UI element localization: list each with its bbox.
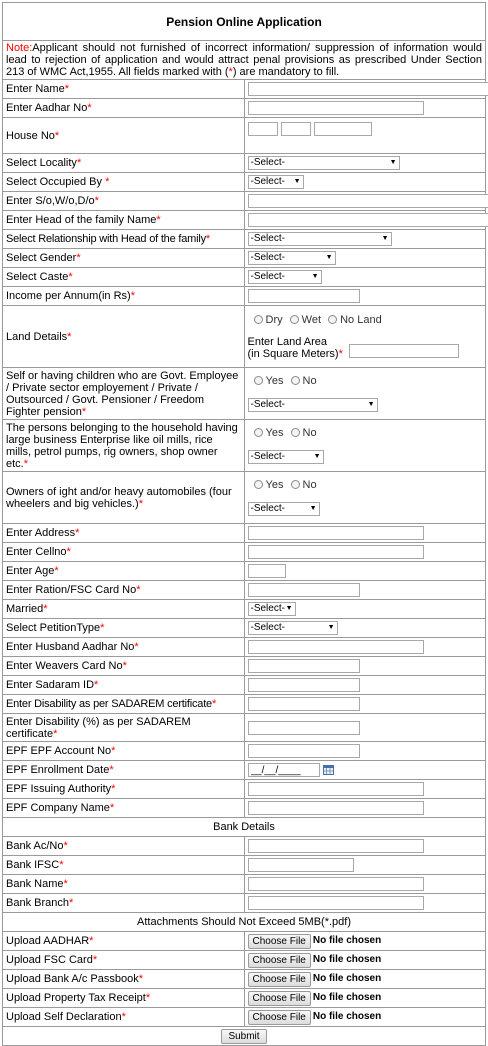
label-vehicles <box>3 472 245 524</box>
select-value: -Select- <box>251 176 285 187</box>
label-address <box>3 524 245 543</box>
business-select[interactable] <box>248 450 324 464</box>
required-marker: * <box>93 954 97 966</box>
required-marker: * <box>68 271 72 283</box>
dropdown-arrow-icon: ▼ <box>328 622 335 634</box>
house-no-part-1-input[interactable] <box>248 122 278 136</box>
aadhar-input[interactable] <box>248 101 424 115</box>
vehicles-radios <box>248 479 483 491</box>
required-marker: * <box>43 603 47 615</box>
land-area-label <box>248 336 343 360</box>
label-disability <box>3 695 245 714</box>
label-text: Enter S/o,W/o,D/o <box>6 195 95 207</box>
note-label: Note: <box>6 42 32 54</box>
required-marker: * <box>123 660 127 672</box>
label-house <box>3 118 245 154</box>
business-no-radio[interactable] <box>291 428 300 437</box>
govt-no-radio[interactable] <box>291 376 300 385</box>
husband-aadhar-input[interactable] <box>248 640 424 654</box>
label-text: Select Occupied By <box>6 176 105 188</box>
label-text: Upload Bank A/c Passbook <box>6 973 139 985</box>
dropdown-arrow-icon: ▼ <box>312 271 319 283</box>
label-petition <box>3 619 245 638</box>
required-marker: * <box>136 584 140 596</box>
label-cell <box>3 543 245 562</box>
epf-authority-input[interactable] <box>248 782 424 796</box>
swd-input[interactable] <box>248 194 488 208</box>
required-marker: * <box>67 331 71 343</box>
required-marker: * <box>69 897 73 909</box>
select-value: -Select- <box>251 157 285 168</box>
radio-label: No <box>303 427 317 439</box>
label-disability-pct <box>3 714 245 742</box>
select-value: -Select- <box>251 451 285 462</box>
radio-label: Yes <box>266 479 284 491</box>
label-text: Married <box>6 603 43 615</box>
label-text: Enter Husband Aadhar No <box>6 641 134 653</box>
label-text: Land Details <box>6 331 67 343</box>
age-input[interactable] <box>248 564 286 578</box>
label-text: EPF EPF Account No <box>6 745 111 757</box>
select-value: -Select- <box>251 399 285 410</box>
page-title: Pension Online Application <box>3 3 486 41</box>
label-locality <box>3 154 245 173</box>
label-sadaram <box>3 676 245 695</box>
gender-select[interactable] <box>248 251 336 265</box>
land-area-label-line-1: Enter Land Area <box>248 336 343 348</box>
file-status: No file chosen <box>313 1011 381 1022</box>
label-text: Enter Age <box>6 565 54 577</box>
label-weavers <box>3 657 245 676</box>
income-input[interactable] <box>248 289 360 303</box>
radio-label: No <box>303 375 317 387</box>
calendar-icon[interactable] <box>323 764 334 775</box>
required-marker: * <box>94 679 98 691</box>
label-bank-name <box>3 875 245 894</box>
occupied-by-select[interactable] <box>248 175 304 189</box>
label-text: House No <box>6 130 55 142</box>
label-text: Enter Head of the family Name <box>6 214 156 226</box>
vehicles-yes-radio[interactable] <box>254 480 263 489</box>
required-marker: * <box>89 935 93 947</box>
govt-yes-radio[interactable] <box>254 376 263 385</box>
radio-label: Wet <box>302 314 321 326</box>
govt-radios <box>248 375 483 387</box>
label-text: Select PetitionType <box>6 622 100 634</box>
upload-fsc-button[interactable]: Choose File <box>248 953 311 968</box>
label-husband <box>3 638 245 657</box>
required-marker: * <box>55 130 59 142</box>
attachments-header: Attachments Should Not Exceed 5MB(*.pdf) <box>3 913 486 932</box>
required-marker: * <box>59 859 63 871</box>
label-text: EPF Issuing Authority <box>6 783 111 795</box>
upload-aadhar-button[interactable]: Choose File <box>248 934 311 949</box>
label-text: Upload Property Tax Receipt <box>6 992 146 1004</box>
required-marker: * <box>122 1011 126 1023</box>
land-wet-radio[interactable] <box>290 315 299 324</box>
land-area-row <box>248 336 483 360</box>
note-text-2: ) are mandatory to fill. <box>233 66 339 78</box>
file-status: No file chosen <box>313 935 381 946</box>
label-upload-aadhar <box>3 932 245 951</box>
required-marker: * <box>77 157 81 169</box>
land-area-input[interactable] <box>349 344 459 358</box>
label-text: Owners of ight and/or heavy automobiles (four wheelers and big vehicles.) <box>6 486 232 510</box>
file-status: No file chosen <box>313 954 381 965</box>
address-input[interactable] <box>248 526 424 540</box>
label-text: The persons belonging to the household having large business Enterprise like oil mills, rice mills, petrol pumps, rig owners, shop owner etc. <box>6 422 238 470</box>
house-no-part-2-input[interactable] <box>281 122 311 136</box>
note-star: * <box>229 66 233 78</box>
required-marker: * <box>87 102 91 114</box>
label-text: Enter Cellno <box>6 546 67 558</box>
vehicles-no-radio[interactable] <box>291 480 300 489</box>
required-marker: * <box>156 214 160 226</box>
pension-form <box>2 2 486 1046</box>
label-age <box>3 562 245 581</box>
radio-label: No <box>303 479 317 491</box>
weavers-card-input[interactable] <box>248 659 360 673</box>
required-marker: * <box>75 527 79 539</box>
business-radios <box>248 427 483 439</box>
label-income <box>3 287 245 306</box>
bank-details-header: Bank Details <box>3 818 486 837</box>
bank-ifsc-input[interactable] <box>248 858 354 872</box>
label-text: Bank IFSC <box>6 859 59 871</box>
file-status: No file chosen <box>313 973 381 984</box>
required-marker: * <box>339 348 343 360</box>
note-text-1: Applicant should not furnished of incorrect information/ suppression of information would lead to rejection of application and would attract penal provisions as prescribed Under Section 213 of WMC Act,1955. All fields marked with ( <box>6 42 482 78</box>
land-dry-radio[interactable] <box>254 315 263 324</box>
bank-branch-input[interactable] <box>248 896 424 910</box>
married-select[interactable] <box>248 602 296 616</box>
label-upload-tax <box>3 989 245 1008</box>
house-no-part-3-input[interactable] <box>314 122 372 136</box>
required-marker: * <box>212 698 216 710</box>
label-upload-bank <box>3 970 245 989</box>
required-marker: * <box>63 878 67 890</box>
label-business <box>3 420 245 472</box>
required-marker: * <box>139 498 143 510</box>
land-type-radios <box>248 314 483 326</box>
label-text: Upload Self Declaration <box>6 1011 122 1023</box>
label-text: Self or having children who are Govt. Employee / Private sector employement / Private / Outsourced / Govt. Pensioner / Freedom Fighter pension <box>6 370 238 418</box>
required-marker: * <box>54 565 58 577</box>
label-text: Bank Ac/No <box>6 840 63 852</box>
required-marker: * <box>105 176 109 188</box>
head-of-family-input[interactable] <box>248 213 488 227</box>
required-marker: * <box>95 195 99 207</box>
select-value: -Select- <box>251 233 285 244</box>
label-text: Select Gender <box>6 252 76 264</box>
disability-percent-input[interactable] <box>248 721 360 735</box>
vehicles-select[interactable] <box>248 502 320 516</box>
required-marker: * <box>131 290 135 302</box>
label-caste <box>3 268 245 287</box>
label-epf-authority <box>3 780 245 799</box>
label-govt <box>3 368 245 420</box>
label-text: Income per Annum(in Rs) <box>6 290 131 302</box>
dropdown-arrow-icon: ▼ <box>286 603 293 615</box>
label-ration <box>3 581 245 600</box>
dropdown-arrow-icon: ▼ <box>294 176 301 188</box>
label-text: Enter Ration/FSC Card No <box>6 584 136 596</box>
sadaram-id-input[interactable] <box>248 678 360 692</box>
land-none-radio[interactable] <box>328 315 337 324</box>
required-marker: * <box>63 840 67 852</box>
upload-self-declaration-button[interactable]: Choose File <box>248 1010 311 1025</box>
required-marker: * <box>109 764 113 776</box>
label-aadhar <box>3 99 245 118</box>
required-marker: * <box>111 745 115 757</box>
label-text: Select Caste <box>6 271 68 283</box>
select-value: -Select- <box>251 603 285 614</box>
required-marker: * <box>82 406 86 418</box>
radio-label: Yes <box>266 427 284 439</box>
dropdown-arrow-icon: ▼ <box>326 252 333 264</box>
label-text: Enter Sadaram ID <box>6 679 94 691</box>
label-name <box>3 80 245 99</box>
label-bank-ifsc <box>3 856 245 875</box>
file-status: No file chosen <box>313 992 381 1003</box>
label-gender <box>3 249 245 268</box>
business-yes-radio[interactable] <box>254 428 263 437</box>
required-marker: * <box>67 546 71 558</box>
form-table <box>2 2 486 1046</box>
label-relation <box>3 230 245 249</box>
select-value: -Select- <box>251 252 285 263</box>
submit-button[interactable]: Submit <box>221 1029 266 1044</box>
label-epf-account <box>3 742 245 761</box>
upload-bank-passbook-button[interactable]: Choose File <box>248 972 311 987</box>
label-upload-fsc <box>3 951 245 970</box>
upload-tax-receipt-button[interactable]: Choose File <box>248 991 311 1006</box>
label-text: Select Relationship with Head of the family <box>6 233 206 245</box>
ration-card-input[interactable] <box>248 583 360 597</box>
required-marker: * <box>24 458 28 470</box>
mandatory-note <box>3 41 486 80</box>
select-value: -Select- <box>251 503 285 514</box>
cellno-input[interactable] <box>248 545 424 559</box>
label-text: Select Locality <box>6 157 77 169</box>
caste-select[interactable] <box>248 270 322 284</box>
epf-company-input[interactable] <box>248 801 424 815</box>
required-marker: * <box>65 83 69 95</box>
name-input[interactable] <box>248 82 488 96</box>
bank-ac-input[interactable] <box>248 839 424 853</box>
label-bank-branch <box>3 894 245 913</box>
label-epf-date <box>3 761 245 780</box>
label-text: Upload FSC Card <box>6 954 93 966</box>
label-text: EPF Company Name <box>6 802 110 814</box>
label-text: Enter Address <box>6 527 75 539</box>
bank-name-input[interactable] <box>248 877 424 891</box>
label-land <box>3 306 245 368</box>
label-swd <box>3 192 245 211</box>
required-marker: * <box>146 992 150 1004</box>
disability-input[interactable] <box>248 697 360 711</box>
label-text: EPF Enrollment Date <box>6 764 109 776</box>
label-text: Enter Disability as per SADAREM certificate <box>6 698 212 710</box>
label-text: Enter Weavers Card No <box>6 660 123 672</box>
locality-select[interactable] <box>248 156 400 170</box>
epf-date-input[interactable] <box>248 763 320 777</box>
label-text: Bank Branch <box>6 897 69 909</box>
dropdown-arrow-icon: ▼ <box>390 157 397 169</box>
radio-label: No Land <box>340 314 382 326</box>
required-marker: * <box>139 973 143 985</box>
radio-label: Yes <box>266 375 284 387</box>
dropdown-arrow-icon: ▼ <box>382 233 389 245</box>
label-text: Upload AADHAR <box>6 935 89 947</box>
label-text: Enter Name <box>6 83 65 95</box>
dropdown-arrow-icon: ▼ <box>368 399 375 411</box>
required-marker: * <box>100 622 104 634</box>
required-marker: * <box>76 252 80 264</box>
select-value: -Select- <box>251 271 285 282</box>
submit-row <box>3 1027 486 1046</box>
label-occupied <box>3 173 245 192</box>
dropdown-arrow-icon: ▼ <box>310 503 317 515</box>
radio-label: Dry <box>266 314 283 326</box>
land-area-label-line-2: (in Square Meters) <box>248 348 339 360</box>
required-marker: * <box>53 728 57 740</box>
label-bank-ac <box>3 837 245 856</box>
epf-account-input[interactable] <box>248 744 360 758</box>
label-head <box>3 211 245 230</box>
required-marker: * <box>134 641 138 653</box>
required-marker: * <box>111 783 115 795</box>
required-marker: * <box>206 233 210 245</box>
dropdown-arrow-icon: ▼ <box>314 451 321 463</box>
select-value: -Select- <box>251 622 285 633</box>
label-married <box>3 600 245 619</box>
petition-type-select[interactable] <box>248 621 338 635</box>
govt-select[interactable] <box>248 398 378 412</box>
relationship-select[interactable] <box>248 232 392 246</box>
label-epf-company <box>3 799 245 818</box>
label-text: Bank Name <box>6 878 63 890</box>
label-text: Enter Aadhar No <box>6 102 87 114</box>
label-text: Enter Disability (%) as per SADAREM certificate <box>6 716 191 740</box>
required-marker: * <box>110 802 114 814</box>
